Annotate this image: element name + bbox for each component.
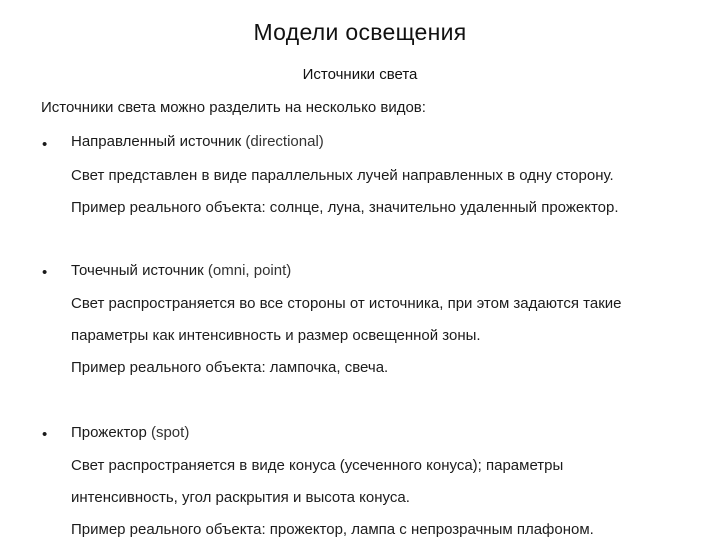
- item-heading-point: [71, 262, 291, 279]
- item-description-line: Свет распространяется во все стороны от источника, при этом задаются такие: [71, 295, 622, 312]
- item-name-en: (directional): [245, 133, 324, 150]
- item-name-en: (omni, point): [207, 262, 292, 279]
- slide-title: Модели освещения: [253, 19, 467, 45]
- item-heading-directional: [71, 133, 324, 150]
- slide-subtitle: Источники света: [302, 66, 418, 83]
- item-example-line: Пример реального объекта: лампочка, свеча.: [71, 359, 389, 376]
- item-description-line: Свет представлен в виде параллельных лучей направленных в одну сторону.: [71, 167, 614, 184]
- item-description-line: Свет распространяется в виде конуса (усеченного конуса); параметры: [71, 457, 564, 474]
- item-name: Направленный источник: [71, 133, 242, 150]
- item-name-en: (spot): [150, 424, 190, 441]
- intro-text: Источники света можно разделить на несколько видов:: [41, 99, 426, 116]
- item-description-line: интенсивность, угол раскрытия и высота конуса.: [71, 489, 410, 506]
- item-example-line: Пример реального объекта: прожектор, лампа с непрозрачным плафоном.: [71, 521, 594, 538]
- bullet-marker: •: [42, 264, 48, 281]
- item-heading-spot: [71, 424, 189, 441]
- bullet-marker: •: [42, 426, 48, 443]
- item-example-line: Пример реального объекта: солнце, луна, значительно удаленный прожектор.: [71, 199, 619, 216]
- item-name: Точечный источник: [71, 262, 204, 279]
- bullet-marker: •: [42, 136, 48, 153]
- item-description-line: параметры как интенсивность и размер освещенной зоны.: [71, 327, 481, 344]
- item-name: Прожектор: [71, 424, 147, 441]
